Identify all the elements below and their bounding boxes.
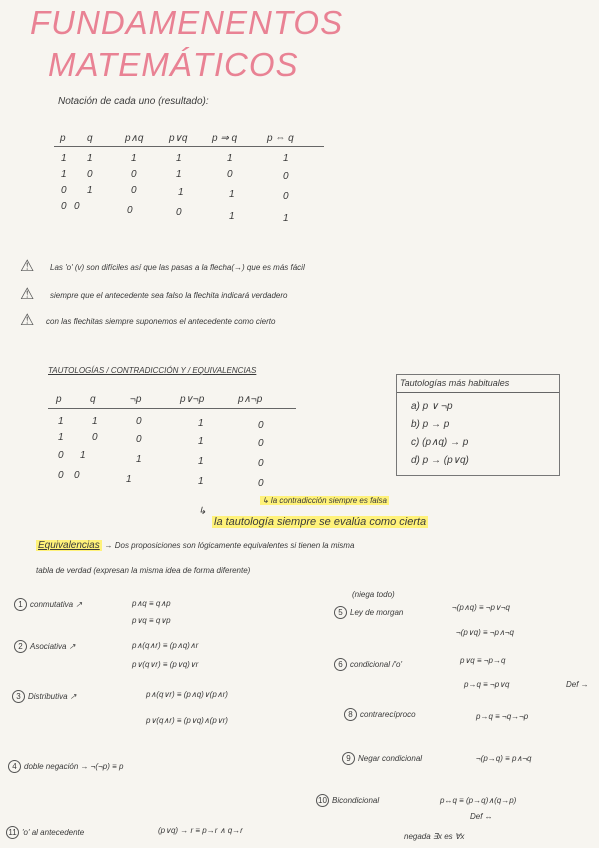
contradiction-note: ↳ la contradicción siempre es falsa bbox=[262, 496, 387, 505]
law-number-badge: 10 bbox=[316, 794, 329, 807]
table1-cell: 1 bbox=[61, 153, 67, 164]
warning-icon: ⚠ bbox=[20, 310, 35, 329]
law-number-badge: 5 bbox=[334, 606, 347, 619]
table1-cell: 1 bbox=[176, 153, 182, 164]
table1-cell: 1 bbox=[283, 153, 289, 164]
bottom-note: negada ∃x es ∀x bbox=[404, 832, 465, 841]
law-number-badge: 3 bbox=[12, 690, 25, 703]
table1-cell: 0 bbox=[61, 185, 67, 196]
law-formula: p→q ≡ ¬p∨q bbox=[464, 680, 510, 689]
law-formula: p∨(q∨r) ≡ (p∨q)∨r bbox=[132, 660, 199, 669]
law-formula: p∧(q∧r) ≡ (p∧q)∧r bbox=[132, 641, 199, 650]
law-de-morgan bbox=[334, 606, 403, 619]
table1-cell: 0 bbox=[283, 171, 289, 182]
law-distributive: 3 Distributiva ↗ bbox=[12, 690, 77, 703]
table2-header: p∧¬p bbox=[238, 394, 263, 405]
table1-cell: 0 bbox=[87, 169, 93, 180]
tautology-highlight: la tautología siempre se evalúa como cierta bbox=[214, 516, 427, 528]
law-formula: p↔q ≡ (p→q)∧(q→p) bbox=[440, 796, 517, 805]
law-number-badge: 6 bbox=[334, 658, 347, 671]
law-name: Bicondicional bbox=[332, 796, 380, 805]
table2-cell: 1 bbox=[198, 476, 204, 487]
table2-cell: 0 bbox=[92, 432, 98, 443]
table2-header: p∨¬p bbox=[180, 394, 205, 405]
equivalences-text-2: tabla de verdad (expresan la misma idea de forma diferente) bbox=[36, 566, 251, 575]
law-conditional bbox=[334, 658, 402, 671]
law-formula: p∨q ≡ q∨p bbox=[132, 616, 171, 625]
table1-cell: 1 bbox=[229, 211, 235, 222]
table2-cell: 1 bbox=[126, 474, 132, 485]
law-name: doble negación bbox=[24, 762, 79, 771]
law-name: Ley de morgan bbox=[350, 608, 404, 617]
law-double-negation bbox=[8, 760, 123, 773]
law-name: Distributiva bbox=[28, 692, 68, 701]
table2-cell: 0 bbox=[258, 478, 264, 489]
law-name: Asociativa bbox=[30, 642, 67, 651]
table1-cell: 1 bbox=[283, 213, 289, 224]
table1-cell: 0 bbox=[131, 185, 137, 196]
table2-cell: 0 bbox=[58, 450, 64, 461]
common-tautology-item: c) (p∧q) → p bbox=[411, 437, 469, 448]
table2-cell: 1 bbox=[198, 436, 204, 447]
table1-cell: 1 bbox=[87, 153, 93, 164]
table2-header: q bbox=[90, 394, 96, 405]
table1-header-q: q bbox=[87, 133, 93, 144]
table2-header: ¬p bbox=[130, 394, 142, 405]
table1-cell: 0 bbox=[61, 201, 67, 212]
law-name: contrarecíproco bbox=[360, 710, 416, 719]
table2-header-divider bbox=[48, 408, 296, 409]
table2-cell: 1 bbox=[136, 454, 142, 465]
law-number-badge: 4 bbox=[8, 760, 21, 773]
table1-cell: 0 bbox=[131, 169, 137, 180]
common-tautologies-title: Tautologías más habituales bbox=[400, 378, 510, 388]
law-name: conmutativa bbox=[30, 600, 74, 609]
table1-cell: 1 bbox=[61, 169, 67, 180]
warning-icon: ⚠ bbox=[20, 284, 35, 303]
common-tautology-item: d) p → (p∨q) bbox=[411, 455, 469, 466]
table2-cell: 0 bbox=[258, 458, 264, 469]
table2-cell: 0 bbox=[136, 416, 142, 427]
law-note: (niega todo) bbox=[352, 590, 395, 599]
law-or-antecedent bbox=[6, 826, 84, 839]
law-number-badge: 11 bbox=[6, 826, 19, 839]
law-formula: ¬(p∨q) ≡ ¬p∧¬q bbox=[456, 628, 514, 637]
common-tautologies-box bbox=[396, 374, 560, 476]
notation-heading: Notación de cada uno (resultado): bbox=[58, 96, 209, 107]
law-extra: Def ↔ bbox=[470, 812, 493, 821]
table1-header-and: p∧q bbox=[125, 133, 144, 144]
equivalences-text-1: → Dos proposiciones son lógicamente equivalentes si tienen la misma bbox=[104, 541, 355, 550]
tautology-heading: TAUTOLOGÍAS / CONTRADICCIÓN Y / EQUIVALENCIAS bbox=[48, 366, 257, 375]
law-number-badge: 2 bbox=[14, 640, 27, 653]
table2-cell: 0 bbox=[58, 470, 64, 481]
table1-header-iff: p ⇔ q bbox=[267, 133, 294, 144]
law-commutative: 1 conmutativa ↗ bbox=[14, 598, 82, 611]
table1-header-implies: p ⇒ q bbox=[212, 133, 238, 144]
law-formula: ¬(p∧q) ≡ ¬p∨¬q bbox=[452, 603, 510, 612]
law-number-badge: 8 bbox=[344, 708, 357, 721]
law-number-badge: 9 bbox=[342, 752, 355, 765]
law-formula: → ¬(¬p) ≡ p bbox=[80, 762, 124, 771]
table1-cell: 0 bbox=[127, 205, 133, 216]
law-formula: ¬(p→q) ≡ p∧¬q bbox=[476, 754, 532, 763]
table2-cell: 0 bbox=[258, 420, 264, 431]
law-formula: p→q ≡ ¬q→¬p bbox=[476, 712, 529, 721]
table1-cell: 1 bbox=[87, 185, 93, 196]
law-extra: Def → bbox=[566, 680, 589, 689]
law-formula: p∨q ≡ ¬p→q bbox=[460, 656, 506, 665]
table1-cell: 1 bbox=[178, 187, 184, 198]
law-contrapositive bbox=[344, 708, 416, 721]
law-biconditional bbox=[316, 794, 379, 807]
table2-cell: 1 bbox=[198, 418, 204, 429]
warning-text-3: con las flechitas siempre suponemos el antecedente como cierto bbox=[46, 317, 276, 326]
table1-cell: 1 bbox=[229, 189, 235, 200]
law-name: Negar condicional bbox=[358, 754, 423, 763]
law-formula: p∧(q∨r) ≡ (p∧q)∨(p∧r) bbox=[146, 690, 228, 699]
table2-cell: 0 bbox=[136, 434, 142, 445]
box-divider bbox=[397, 392, 559, 393]
law-formula: (p∨q) → r ≡ p→r ∧ q→r bbox=[158, 826, 243, 835]
table1-cell: 1 bbox=[176, 169, 182, 180]
table2-cell: 0 bbox=[74, 470, 80, 481]
law-name: condicional /'o' bbox=[350, 660, 402, 669]
warning-icon: ⚠ bbox=[20, 256, 35, 275]
law-formula: p∧q ≡ q∧p bbox=[132, 599, 171, 608]
table1-cell: 0 bbox=[283, 191, 289, 202]
table2-cell: 1 bbox=[58, 432, 64, 443]
title-line-2: MATEMÁTICOS bbox=[48, 46, 299, 83]
table2-cell: 0 bbox=[258, 438, 264, 449]
table2-cell: 1 bbox=[80, 450, 86, 461]
common-tautology-item: b) p → p bbox=[411, 419, 450, 430]
table2-header: p bbox=[56, 394, 62, 405]
table1-header-p: p bbox=[60, 133, 66, 144]
law-name: 'o' al antecedente bbox=[22, 828, 85, 837]
tautology-note bbox=[212, 516, 428, 528]
law-negate-conditional bbox=[342, 752, 422, 765]
law-formula: p∨(q∧r) ≡ (p∨q)∧(p∨r) bbox=[146, 716, 228, 725]
equivalences-intro bbox=[36, 540, 354, 551]
table1-cell: 1 bbox=[131, 153, 137, 164]
table1-header-divider bbox=[54, 146, 324, 147]
warning-text-1: Las 'o' (v) son difíciles así que las pasas a la flecha(→) que es más fácil bbox=[50, 263, 305, 272]
table1-cell: 0 bbox=[176, 207, 182, 218]
table2-cell: 1 bbox=[92, 416, 98, 427]
tautology-note-arrow: ↳ bbox=[198, 506, 207, 517]
title-line-1: FUNDAMENENTOS bbox=[30, 4, 344, 41]
law-number-badge: 1 bbox=[14, 598, 27, 611]
table2-cell: 1 bbox=[58, 416, 64, 427]
table1-cell: 1 bbox=[227, 153, 233, 164]
table1-cell: 0 bbox=[74, 201, 80, 212]
equivalences-heading: Equivalencias bbox=[38, 540, 100, 551]
law-associative: 2 Asociativa ↗ bbox=[14, 640, 75, 653]
table1-header-or: p∨q bbox=[169, 133, 188, 144]
table1-cell: 0 bbox=[227, 169, 233, 180]
warning-text-2: siempre que el antecedente sea falso la flechita indicará verdadero bbox=[50, 291, 288, 300]
common-tautology-item: a) p ∨ ¬p bbox=[411, 401, 453, 412]
table2-cell: 1 bbox=[198, 456, 204, 467]
